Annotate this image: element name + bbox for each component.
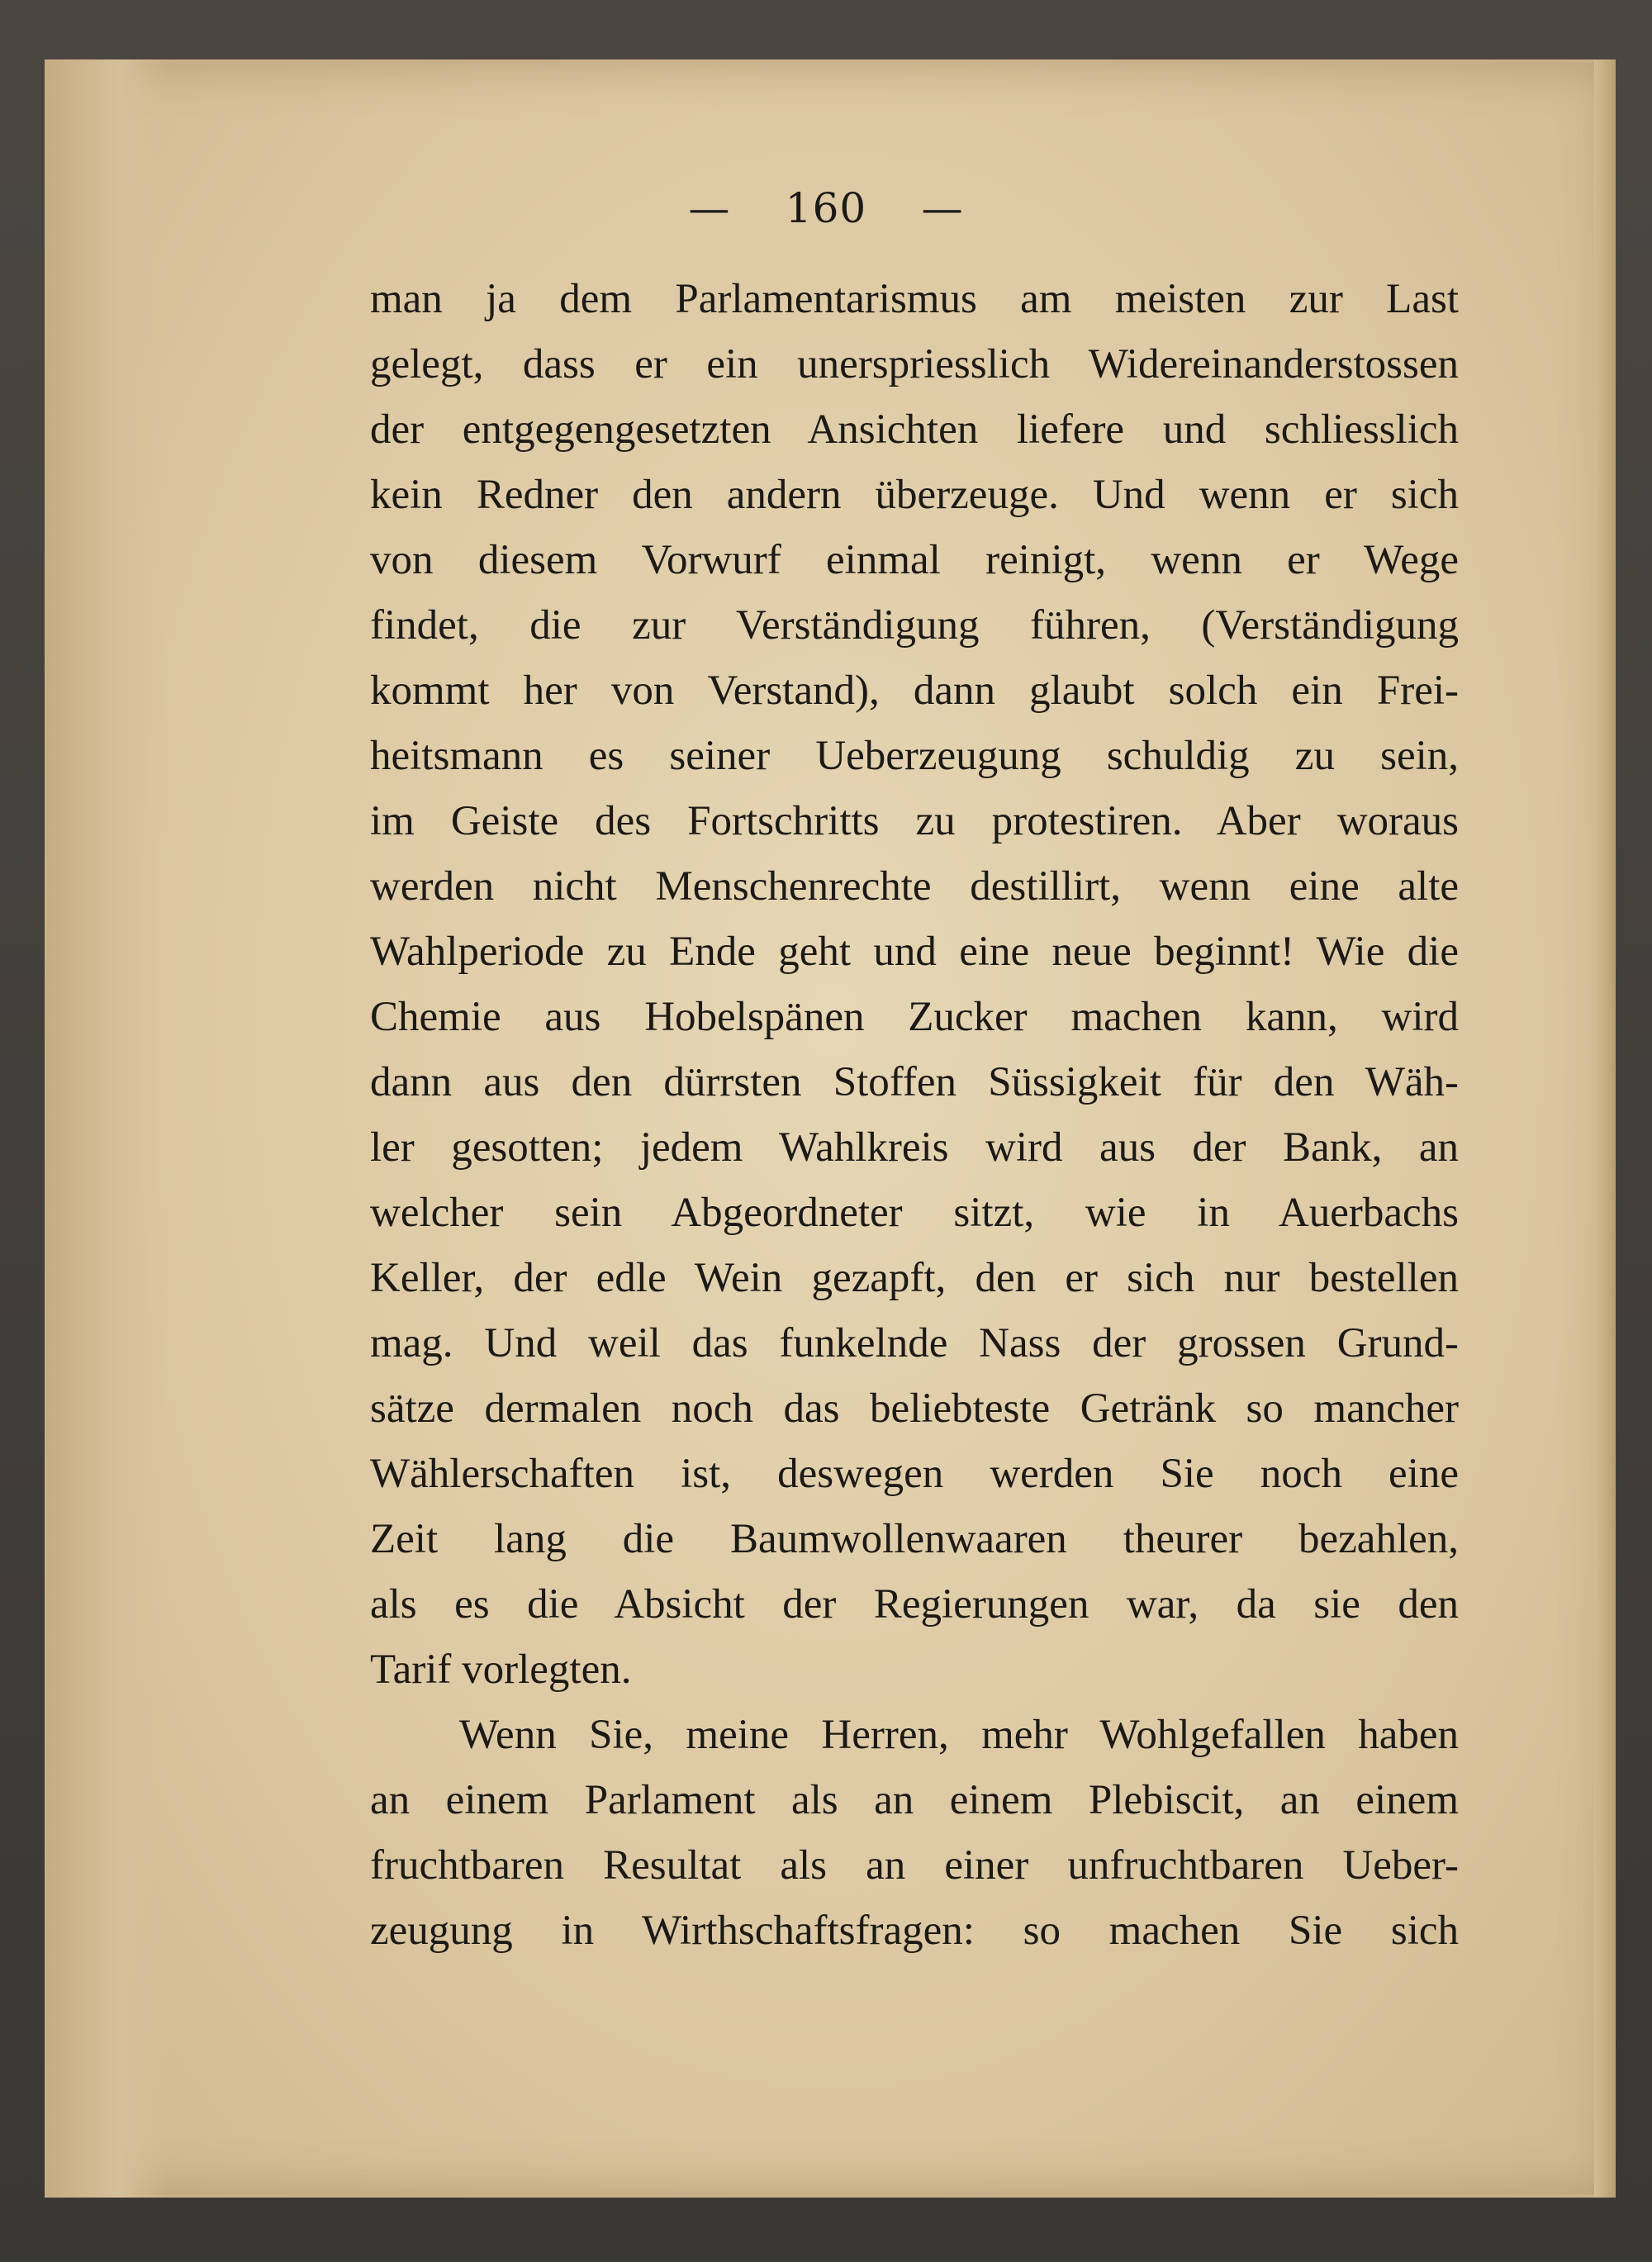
- paragraph-start-line: Wenn Sie, meine Herren, mehr Wohlgefallen haben: [459, 1712, 1459, 1758]
- text-line: Chemie aus Hobelspänen Zucker machen kann, wird: [370, 994, 1459, 1040]
- body-text: [370, 267, 1459, 1964]
- text-line: der entgegengesetzten Ansichten liefere und schliesslich: [370, 406, 1459, 453]
- text-line: sätze dermalen noch das beliebteste Getränk so mancher: [370, 1385, 1459, 1432]
- text-line: man ja dem Parlamentarismus am meisten zur Last: [370, 276, 1459, 322]
- text-line: heitsmann es seiner Ueberzeugung schuldig zu sein,: [370, 733, 1459, 779]
- text-line: im Geiste des Fortschritts zu protestiren. Aber woraus: [370, 798, 1459, 844]
- text-line: fruchtbaren Resultat als an einer unfruchtbaren Ueber-: [370, 1842, 1459, 1889]
- text-line: werden nicht Menschenrechte destillirt, wenn eine alte: [370, 863, 1459, 910]
- text-line: findet, die zur Verständigung führen, (Verständigung: [370, 602, 1459, 649]
- text-line: als es die Absicht der Regierungen war, da sie den: [370, 1581, 1459, 1628]
- text-line: kein Redner den andern überzeuge. Und wenn er sich: [370, 472, 1459, 518]
- page-left-edge: [45, 59, 169, 2198]
- page-right-edge: [1594, 59, 1616, 2198]
- text-line: welcher sein Abgeordneter sitzt, wie in Auerbachs: [370, 1190, 1459, 1236]
- text-line: Keller, der edle Wein gezapft, den er sich nur bestellen: [370, 1255, 1459, 1301]
- header-dash-right: —: [921, 184, 964, 232]
- page-number: 160: [785, 184, 867, 232]
- page-header: [0, 183, 1652, 233]
- text-line: dann aus den dürrsten Stoffen Süssigkeit für den Wäh-: [370, 1059, 1459, 1105]
- header-dash-left: —: [688, 184, 731, 232]
- paragraph-end-line: Tarif vorlegten.: [370, 1647, 632, 1693]
- text-line: Wahlperiode zu Ende geht und eine neue beginnt! Wie die: [370, 929, 1459, 975]
- text-line: an einem Parlament als an einem Plebiscit, an einem: [370, 1777, 1459, 1823]
- text-line: Zeit lang die Baumwollenwaaren theurer bezahlen,: [370, 1516, 1459, 1562]
- text-line: Wählerschaften ist, deswegen werden Sie noch eine: [370, 1451, 1459, 1497]
- text-line: zeugung in Wirthschaftsfragen: so machen Sie sich: [370, 1908, 1459, 1954]
- text-line: von diesem Vorwurf einmal reinigt, wenn er Wege: [370, 537, 1459, 583]
- text-line: gelegt, dass er ein unerspriesslich Widereinanderstossen: [370, 341, 1459, 387]
- text-line: kommt her von Verstand), dann glaubt solch ein Frei-: [370, 668, 1459, 714]
- text-line: mag. Und weil das funkelnde Nass der grossen Grund-: [370, 1320, 1459, 1366]
- text-line: ler gesotten; jedem Wahlkreis wird aus der Bank, an: [370, 1124, 1459, 1171]
